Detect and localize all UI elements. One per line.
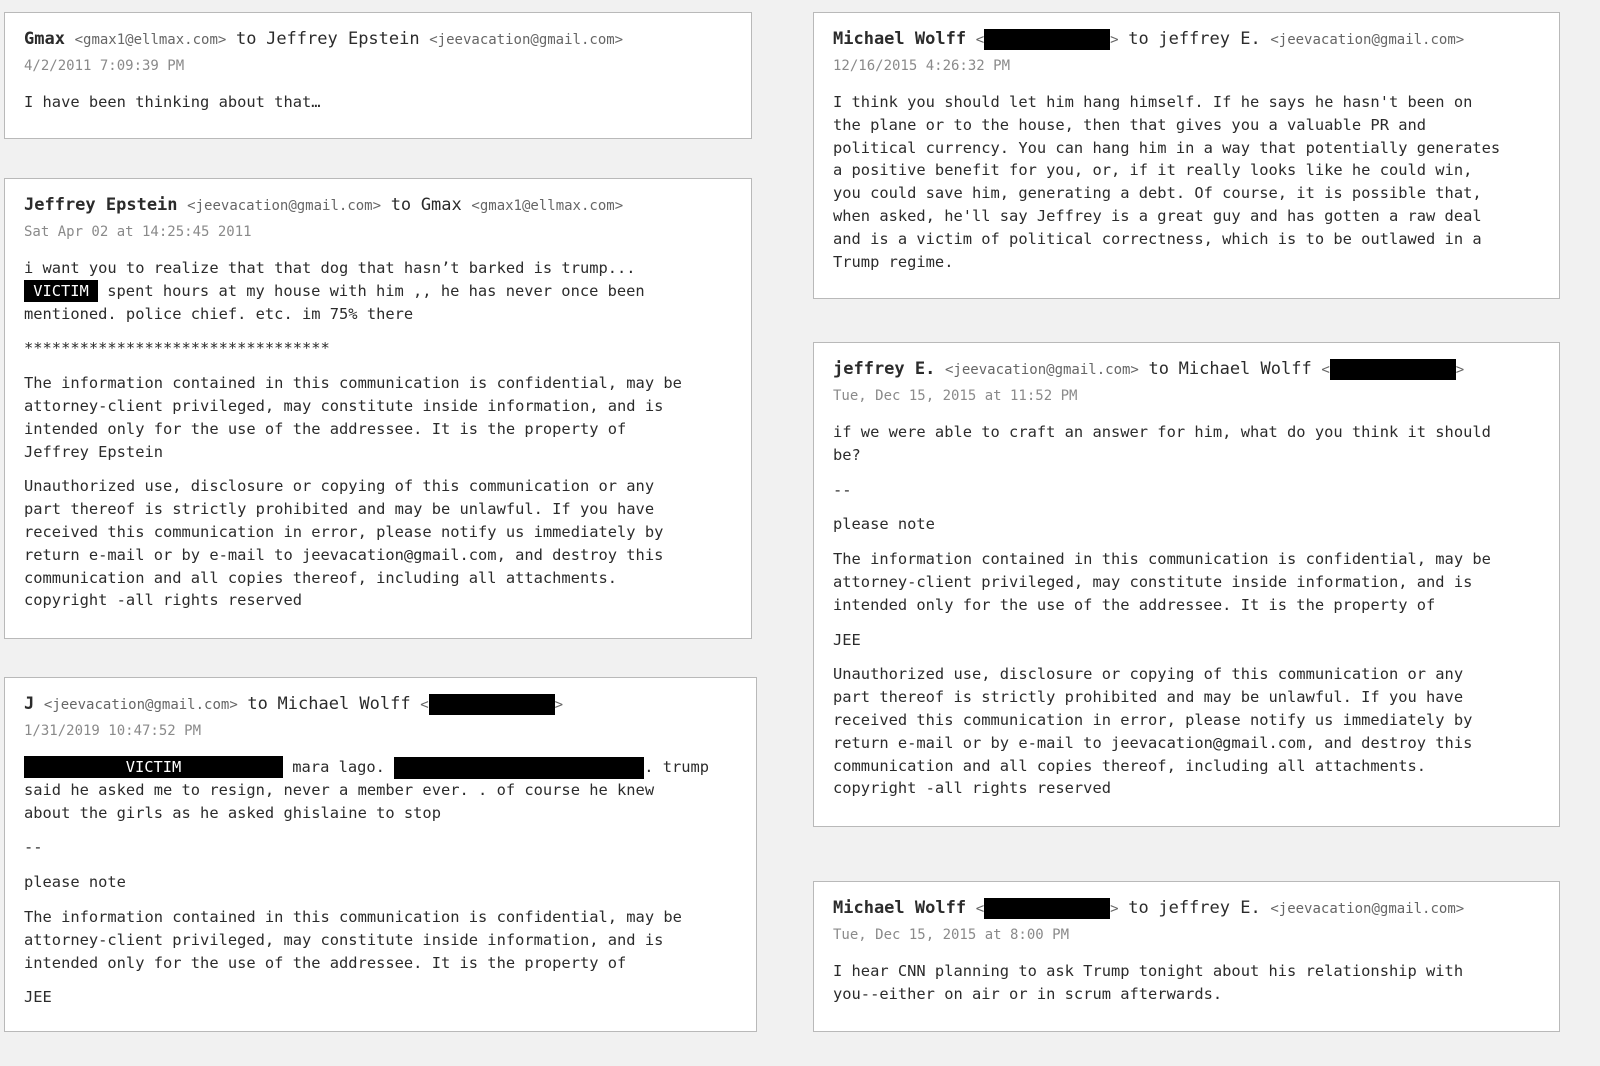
signature-dashes: -- — [833, 480, 852, 499]
confidentiality-notice: The information contained in this communication is confidential, may be attorney-client privileged, may constitute inside information, and is intended only for the use of the addressee. It is the property of — [833, 550, 1491, 614]
to-label: to — [1128, 29, 1149, 49]
recipient-email: <jeevacation@gmail.com> — [1270, 32, 1465, 48]
confidentiality-notice: The information contained in this communication is confidential, may be attorney-client privileged, may constitute inside information, and is intended only for the use of the addressee. It is the property of — [24, 907, 682, 972]
sender-email: <jeevacation@gmail.com> — [43, 697, 238, 713]
sender-email: <jeevacation@gmail.com> — [945, 362, 1139, 378]
redacted-email — [1330, 359, 1456, 380]
email-date: 12/16/2015 4:26:32 PM — [833, 58, 1011, 74]
recipient-name: jeffrey E. — [1158, 898, 1261, 918]
email-card-gmax — [4, 12, 752, 139]
email-header — [833, 898, 1540, 919]
redacted-email — [984, 898, 1110, 919]
recipient-name: Jeffrey Epstein — [266, 29, 420, 49]
redacted-email — [429, 694, 555, 715]
signature-initials: JEE — [833, 630, 861, 649]
email-card-wolff-dec16 — [813, 12, 1560, 299]
email-date: Sat Apr 02 at 14:25:45 2011 — [24, 224, 252, 240]
to-label: to — [1148, 359, 1169, 379]
signature-dashes: -- — [24, 838, 43, 857]
email-body-text: spent hours at my house with him ,, he has never once been — [98, 281, 645, 300]
email-header — [24, 29, 732, 50]
recipient-name: Gmax — [420, 195, 462, 215]
email-body: I hear CNN planning to ask Trump tonight about his relationship with you--either on air or in scrum afterwards. — [833, 962, 1464, 1003]
angle-open: < — [1321, 362, 1330, 378]
email-header — [24, 694, 737, 715]
email-body-text: mara lago. — [283, 758, 395, 776]
to-label: to — [1128, 898, 1149, 918]
email-body-line — [24, 280, 732, 303]
angle-close: > — [1110, 32, 1119, 48]
email-date: 1/31/2019 10:47:52 PM — [24, 723, 202, 739]
email-body: I have been thinking about that… — [24, 93, 321, 111]
email-body-line: i want you to realize that that dog that hasn’t barked is trump... — [24, 259, 636, 277]
email-header — [833, 29, 1540, 50]
angle-close: > — [554, 697, 564, 713]
sender-name: Gmax — [24, 29, 65, 49]
angle-open: < — [420, 697, 429, 713]
email-card-j-to-wolff — [4, 677, 757, 1032]
angle-open: < — [975, 32, 985, 48]
email-date: 4/2/2011 7:09:39 PM — [24, 58, 185, 74]
sender-name: Michael Wolff — [833, 898, 967, 918]
email-body-line: said he asked me to resign, never a member ever. . of course he knew about the girls as he asked ghislaine to stop — [24, 780, 655, 822]
angle-close: > — [1110, 901, 1119, 917]
victim-redaction: VICTIM — [24, 280, 98, 302]
email-date: Tue, Dec 15, 2015 at 11:52 PM — [833, 388, 1078, 404]
separator-stars: ********************************* — [24, 339, 330, 358]
sender-name: Jeffrey Epstein — [24, 195, 178, 215]
email-header — [833, 359, 1540, 380]
unauthorized-use-notice: Unauthorized use, disclosure or copying of this communication or any part thereof is strictly prohibited and may be unlawful. If you have received this communication in error, please notify us immediately by return e-mail or by e-mail to jeevacation@gmail.com, and destroy this communication and all copies thereof, including all attachments. copyright -all rights reserved — [833, 665, 1473, 798]
sender-name: J — [24, 694, 35, 714]
email-header — [24, 195, 732, 216]
victim-redaction: VICTIM — [24, 756, 283, 778]
sender-email: <gmax1@ellmax.com> — [74, 32, 227, 48]
sender-email: <jeevacation@gmail.com> — [187, 198, 382, 214]
recipient-name: Michael Wolff — [277, 694, 411, 714]
signature-initials: JEE — [24, 988, 52, 1007]
redacted-text — [394, 757, 644, 779]
sender-name: Michael Wolff — [833, 29, 967, 49]
email-body: I think you should let him hang himself. If he says he hasn't been on the plane or to the house, then that gives you a valuable PR and political currency. You can hang him in a way that potentially generates a positive benefit for you, or, if it really looks like he could win, you could save him, generating a debt. Of course, it is possible that, when asked, he'll say Jeffrey is a great guy and has gotten a raw deal and is a victim of political correctness, which is to be outlawed in a Trump regime. — [833, 93, 1501, 271]
email-card-epstein-to-gmax — [4, 178, 752, 639]
email-body-line — [24, 756, 737, 779]
email-body-line: mentioned. police chief. etc. im 75% there — [24, 304, 414, 323]
unauthorized-use-notice: Unauthorized use, disclosure or copying of this communication or any part thereof is strictly prohibited and may be unlawful. If you have received this communication in error, please notify us immediately by return e-mail or by e-mail to jeevacation@gmail.com, and destroy this communication and all copies thereof, including all attachments. copyright -all rights reserved — [24, 477, 664, 610]
redacted-email — [984, 29, 1110, 50]
email-question: if we were able to craft an answer for him, what do you think it should be? — [833, 423, 1491, 464]
confidentiality-notice: The information contained in this communication is confidential, may be attorney-client privileged, may constitute inside information, and is intended only for the use of the addressee. It is the property of Jeffrey Epstein — [24, 374, 682, 461]
please-note: please note — [24, 873, 126, 892]
recipient-email: <jeevacation@gmail.com> — [1270, 901, 1465, 917]
recipient-name: jeffrey E. — [1158, 29, 1261, 49]
recipient-email: <jeevacation@gmail.com> — [429, 32, 624, 48]
email-body-text: . trump — [644, 758, 710, 776]
to-label: to — [390, 195, 412, 215]
please-note: please note — [833, 515, 935, 534]
to-label: to — [235, 29, 257, 49]
email-date: Tue, Dec 15, 2015 at 8:00 PM — [833, 927, 1070, 943]
email-card-jeffrey-to-wolff — [813, 342, 1560, 827]
to-label: to — [247, 694, 268, 714]
sender-name: jeffrey E. — [833, 359, 936, 379]
recipient-name: Michael Wolff — [1178, 359, 1312, 379]
email-card-wolff-dec15 — [813, 881, 1560, 1032]
angle-close: > — [1455, 362, 1465, 378]
recipient-email: <gmax1@ellmax.com> — [471, 198, 624, 214]
angle-open: < — [975, 901, 985, 917]
